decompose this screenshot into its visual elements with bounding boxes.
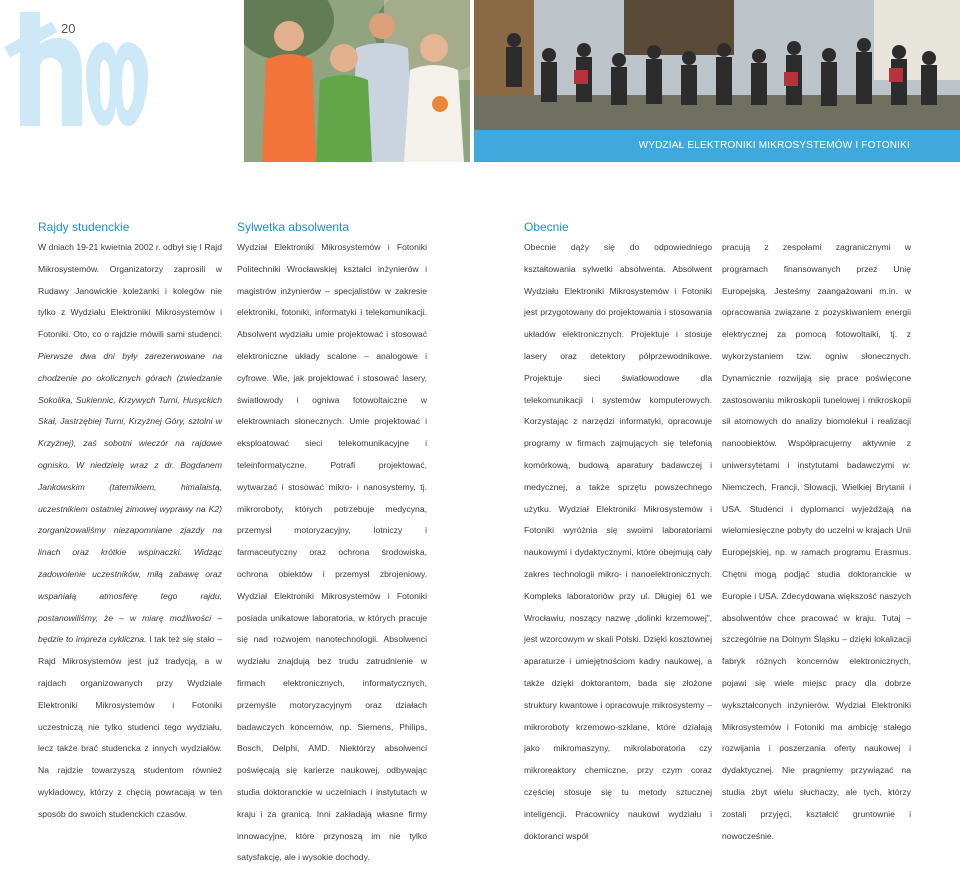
- obecnie-text-part-2: pracują z zespołami zagranicznymi w programach finansowanych przez Unię Europejską. Jesteśmy zaangażowani m.in. w opracowania związane z pozyskiwaniem energii elektrycznej za pomocą fotowoltaiki, tj. z wykorzystaniem tzw. ogniw słonecznych. Dynamicznie rozwijają się prace poświęcone zastosowaniu mikroskopii tunelowej i mikroskopii sił atomowych do analizy biomolekuł i realizacji nanoobiektów. Współpracujemy aktywnie z uniwersytetami i instytutami badawczymi w: Niemczech, Francji, Słowacji, Wielkiej Brytanii i USA. Studenci i dyplomanci wyjeżdżają na wielomiesięczne pobyty do uczelni w krajach Unii Europejskiej, np. w ramach programu Erasmus. Chętni mogą podjąć studia doktoranckie w Europie i USA. Zdecydowana większość naszych absolwentów chce pracować w kraju. Tutaj – szczególnie na Dolnym Śląsku – dzięki lokalizacji fabryk różnych koncernów elektronicznych, pojawi się wiele miejsc pracy dla dobrze wykształconych inżynierów. Wydział Elektroniki Mikrosystemów i Fotoniki ma ambicję stałego rozwijania i poszerzania oferty naukowej i dydaktycznej. Nie pragniemy przywiązać na studia zbyt wielu słuchaczy, ale tych, którzy zostali przyjęci, kształcić gruntownie i nowocześnie.: [722, 242, 911, 841]
- faculty-logo: [0, 8, 150, 128]
- section-text: [524, 237, 712, 847]
- section-obecnie: [524, 219, 712, 847]
- section-rajdy: [38, 219, 222, 826]
- paragraph-quote: Pierwsze dwa dni były zarezerwowane na chodzenie po okolicznych górach (zwiedzanie Sokolika, Sukiennic, Krzywych Turni, Husyckich Skał, Jastrzębiej Turni, Krzyżnej Góry, sztolni w Krzyżnej), zaś sobotni wieczór na rajdowe ognisko. W niedzielę wraz z dr. Bogdanem Jankowskim (taternikiem, himalaistą, uczestnikiem ostatniej zimowej wyprawy na K2) zorganizowaliśmy niezapomniane zjazdy na linach oraz krótkie wspinaczki. Widząc zadowolenie uczestników, miłą zabawę oraz wspaniałą atmosferę tego rajdu, postanowiliśmy, że – w miarę możliwości – będzie to impreza cykliczna.: [38, 350, 222, 645]
- faculty-banner: [474, 130, 960, 162]
- section-text: Wydział Elektroniki Mikrosystemów i Fotoniki Politechniki Wrocławskiej kształci inżynierów i magistrów inżynierów – specjalistów w zakresie elektroniki, fotoniki, informatyki i telekomunikacji. Absolwent wydziału umie projektować i stosować elektroniczne układy scalone – analogowe i cyfrowe. Wie, jak projektować i stosować lasery, światłowody i ogniwa fotowoltaiczne w elektrowniach słonecznych. Umie projektować i eksploatować sieci telekomunikacyjne i teleinformatyczne. Potrafi projektować, wytwarzać i stosować mikro- i nanosystemy, tj. mikroroboty, których potrzebuje medycyna, przemysł motoryzacyjny, lotniczy i farmaceutyczny oraz ochrona środowiska, ochrona obiektów i przemysł zbrojeniowy. Wydział Elektroniki Mikrosystemów i Fotoniki posiada unikatowe laboratoria, w których pracuje się nad rozwojem nanotechnologii. Absolwenci wydziału znajdują bez trudu zatrudnienie w firmach elektronicznych, informatycznych, przemyśle motoryzacyjnym oraz działach badawczych koncernów, np. Siemens, Philips, Bosch, Delphi, AMD. Niektórzy absolwenci poświęcają się karierze naukowej, odbywając studia doktoranckie w uczelniach i instytutach w kraju i za granicą. Inni zakładają własne firmy innowacyjne, które przynoszą im nie tylko satysfakcję, ale i wysokie dochody.: [237, 242, 427, 863]
- paragraph-tail: I tak też się stało – Rajd Mikrosystemów jest już tradycją, a w rajdach organizowanych przy Wydziale Elektroniki Mikrosystemów i Fotoniki uczestniczą nie tylko studenci tego wydziału, lecz także brać studencka z innych wydziałów. Na rajdzie towarzyszą studentom również wykładowcy, którzy z chęcią powracają w ten sposób do swoich studenckich czasów.: [38, 634, 223, 819]
- students-photo: [244, 0, 470, 162]
- paragraph-intro: W dniach 19-21 kwietnia 2002 r. odbył się I Rajd Mikrosystemów. Organizatorzy zaprosili w Rudawy Janowickie koleżanki i kolegów nie tylko z Wydziału Elektroniki Mikrosystemów i Fotoniki. Oto, co o rajdzie mówili sami studenci:: [38, 242, 222, 340]
- section-heading: Rajdy studenckie: [38, 220, 130, 234]
- section-text: [38, 237, 222, 826]
- section-heading: Obecnie: [524, 220, 569, 234]
- banner-title: WYDZIAŁ ELEKTRONIKI MIKROSYSTEMÓW I FOTONIKI: [638, 140, 910, 151]
- group-photo: [474, 0, 960, 130]
- page-number: 20: [61, 21, 76, 36]
- obecnie-text-part-1: Obecnie dąży się do odpowiedniego kształtowania sylwetki absolwenta. Absolwent Wydziału Elektroniki Mikrosystemów i Fotoniki jest przygotowany do projektowania i stosowania układów elektronicznych. Projektuje i stosuje lasery oraz detektory półprzewodnikowe. Projektuje sieci światłowodowe dla telekomunikacji i systemów komputerowych. Korzystając z narzędzi informatyki, opracowuje programy w firmach zajmujących się telefonią komórkową, budową aparatury badawczej i medycznej, a także sprzętu powszechnego użytku. Wydział Elektroniki Mikrosystemów i Fotoniki wyróżnia się swoimi laboratoriami naukowymi i dydaktycznymi, które obejmują cały zakres technologii mikro- i nanoelektronicznych. Kompleks laboratoriów przy ul. Długiej 61 we Wrocławiu, noszący nazwę „dolinki krzemowej”, jest wzorcowym w skali Polski. Dzięki kosztownej aparaturze i umiejętnościom kadry naukowej, a także dzięki doktorantom, bada się złożone struktury kwantowe i opracowuje mikrosystemy – mikroroboty krzemowo-szklane, które działają jako mikromaszyny, mikrolaboratoria czy mikroreaktory chemiczne, przy czym coraz częściej stosuje się tu metody sztucznej inteligencji. Pracownicy naukowi wydziału i doktoranci współ: [524, 242, 712, 841]
- section-obecnie-continued: [722, 237, 911, 847]
- section-sylwetka: [237, 219, 427, 869]
- section-heading: Sylwetka absolwenta: [237, 220, 350, 234]
- section-text: [722, 237, 911, 847]
